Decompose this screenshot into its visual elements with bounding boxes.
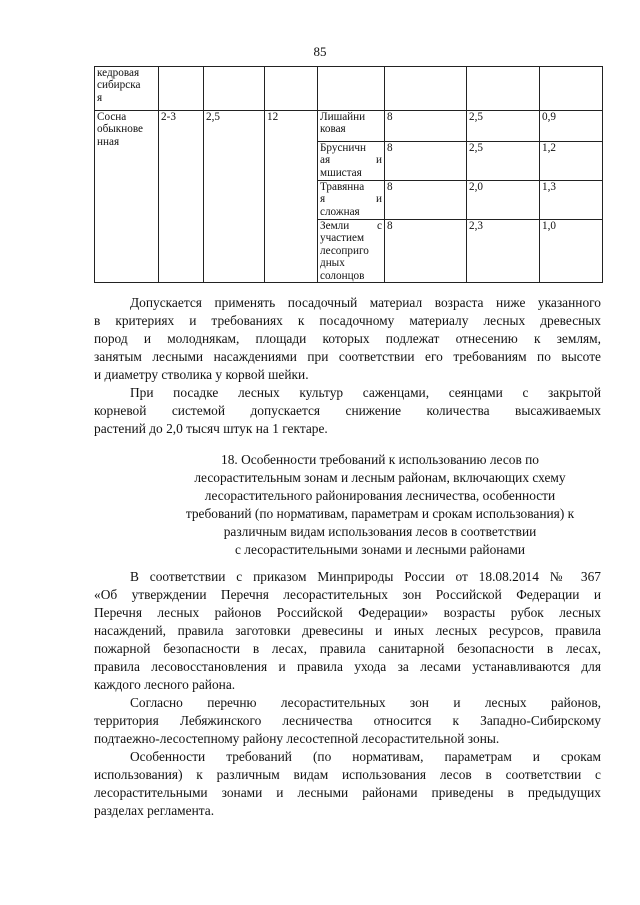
table-cell-value: 2,0	[467, 181, 540, 220]
paragraph-planting-material: Допускается применять посадочный материал возраста ниже указанного в критериях и требованиях к посадочному материалу лесных древесных пород и молоднякам, площади которых подлежат отнесению к землям, занятым лесными насаждениями при соответствии его требованиям по высоте и диаметру стволика у корвой шейки.	[94, 295, 601, 382]
table-cell-species: Сосна обыкнове нная	[95, 111, 159, 283]
table-cell-forest-type: Земли с участием лесоприго дных солонцов	[318, 220, 385, 283]
forest-criteria-table	[94, 66, 603, 283]
table-cell-value: 2,3	[467, 220, 540, 283]
table-cell-forest-type: Травянна я и сложная	[318, 181, 385, 220]
table-cell-value: 1,3	[540, 181, 603, 220]
table-cell-forest-type: Брусничн ая и мшистая	[318, 142, 385, 181]
table-cell-value: 8	[385, 111, 467, 142]
table-cell-value: 2,5	[467, 111, 540, 142]
table-cell-value: 8	[385, 220, 467, 283]
table-cell-value: 1,2	[540, 142, 603, 181]
section-heading: 18. Особенности требований к использованию лесов по лесорастительным зонам и лесным районам, включающих схему лесорастительного районирования лесничества, особенности требований (по нормативам, параметрам и срокам использования) к различным видам использования лесов в соответствии с лесорастительными зонами и лесными районами	[185, 452, 575, 557]
paragraph-order: В соответствии с приказом Минприроды России от 18.08.2014 № 367 «Об утверждении Перечня лесорастительных зон Российской Федерации и Перечня лесных районов Российской Федерации» возрасты рубок лесных насаждений, правила заготовки древесины и иных лесных ресурсов, правила пожарной безопасности в лесах, правила санитарной безопасности в лесах, правила лесовосстановления и правила ухода за лесами устанавливаются для каждого лесного района.	[94, 569, 601, 692]
table-cell-forest-type: Лишайни ковая	[318, 111, 385, 142]
table-cell-value: 8	[385, 181, 467, 220]
table-cell-height: 2,5	[204, 111, 265, 283]
page-number: 85	[313, 44, 327, 59]
paragraph-zones: Согласно перечню лесорастительных зон и лесных районов, территория Лебяжинского лесничества относится к Западно-Сибирскому подтаежно-лесостепному району лесостепной лесорастительной зоны.	[94, 695, 601, 746]
table-cell-value: 1,0	[540, 220, 603, 283]
table-row	[95, 111, 603, 142]
table-cell-bonitet: 2-3	[159, 111, 204, 283]
table-row	[95, 67, 603, 111]
table-cell-value: 8	[385, 142, 467, 181]
table-cell-value: 0,9	[540, 111, 603, 142]
table-cell-value: 2,5	[467, 142, 540, 181]
table-cell-age: 12	[265, 111, 318, 283]
table-cell-species: кедровая сибирска я	[95, 67, 159, 111]
paragraph-seedlings: При посадке лесных культур саженцами, сеянцами с закрытой корневой системой допускается снижение количества высаживаемых растений до 2,0 тысяч штук на 1 гектаре.	[94, 385, 601, 436]
paragraph-features: Особенности требований (по нормативам, параметрам и срокам использования) к различным видам использования лесов в соответствии с лесорастительными зонами и лесными районами приведены в предыдущих разделах регламента.	[94, 749, 601, 818]
